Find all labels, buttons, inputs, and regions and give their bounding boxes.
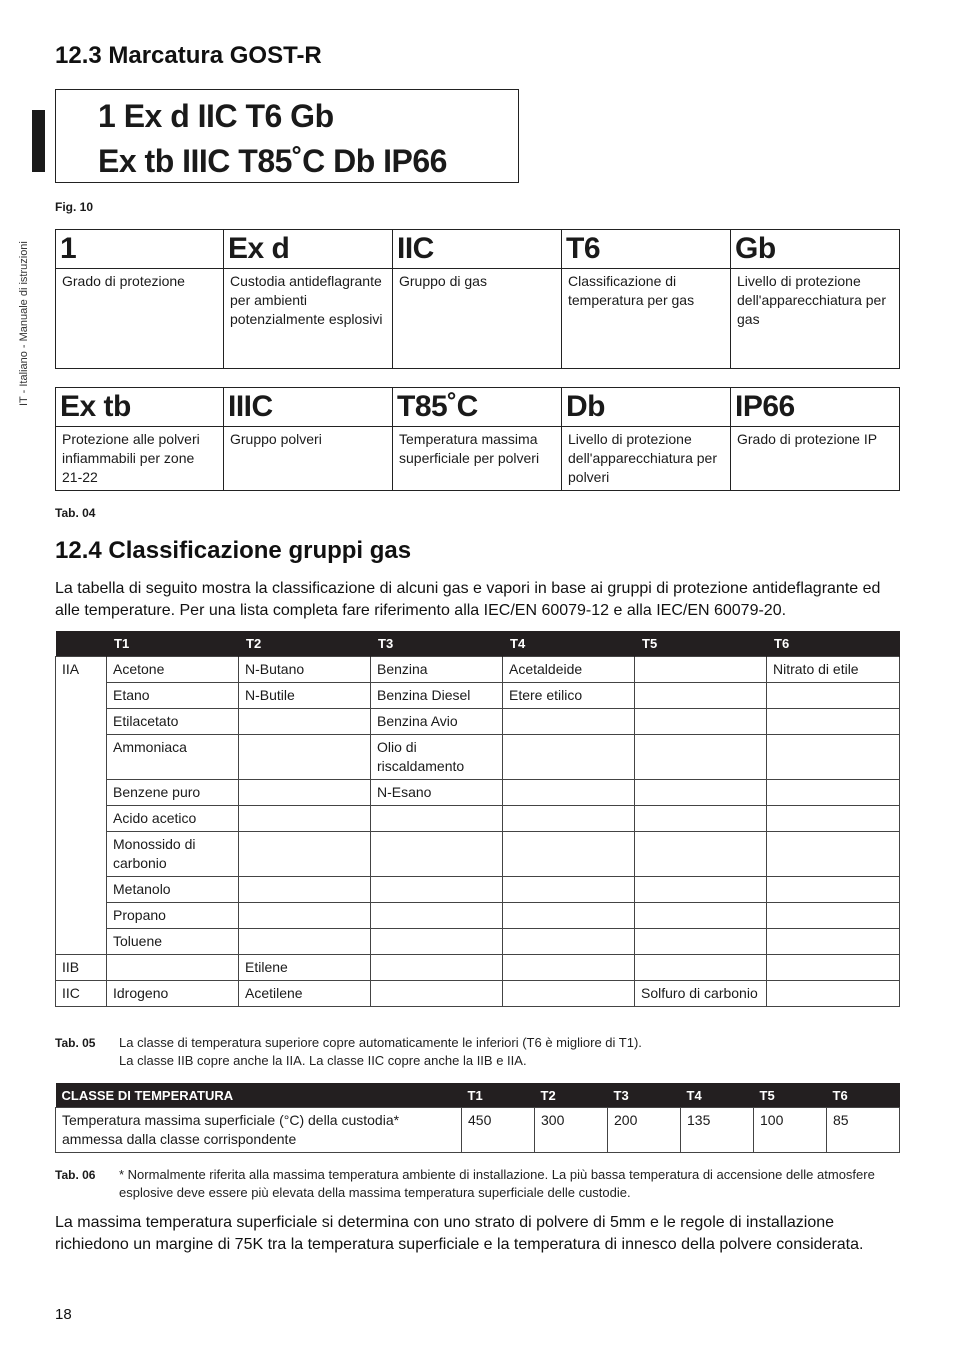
gas-table-cell	[239, 903, 371, 929]
temp-table-cell: 85	[827, 1108, 900, 1153]
gas-table-cell	[371, 877, 503, 903]
gas-table-cell	[767, 709, 900, 735]
gas-table-cell: Ammoniaca	[107, 735, 239, 780]
marking-desc: Classificazione di temperatura per gas	[562, 269, 731, 369]
gas-table-cell	[767, 806, 900, 832]
gas-table-cell: N-Esano	[371, 780, 503, 806]
temp-table-header: T1	[462, 1083, 535, 1108]
gas-table-cell: Etilacetato	[107, 709, 239, 735]
gas-table-cell: Nitrato di etile	[767, 657, 900, 683]
marking-code: T6	[562, 230, 731, 269]
marking-code-row	[56, 388, 900, 427]
gas-table-cell	[635, 929, 767, 955]
temperature-class-table	[55, 1083, 900, 1153]
tab05-label: Tab. 05	[55, 1036, 96, 1050]
gas-table-cell	[239, 877, 371, 903]
gas-table-cell	[635, 955, 767, 981]
gas-group-cell: IIB	[56, 955, 107, 981]
gas-table-cell	[503, 709, 635, 735]
temp-table-cell: 450	[462, 1108, 535, 1153]
gas-table-cell	[767, 780, 900, 806]
gas-table-cell: Acetone	[107, 657, 239, 683]
marking-desc-row	[56, 269, 900, 369]
tab05-note-2: La classe IIB copre anche la IIA. La classe IIC copre anche la IIB e IIA.	[119, 1053, 527, 1068]
temp-table-cell: 300	[535, 1108, 608, 1153]
marking-code: Ex d	[224, 230, 393, 269]
gas-table-cell	[635, 806, 767, 832]
gas-table-cell	[503, 929, 635, 955]
gas-table-cell	[767, 955, 900, 981]
gas-table-cell	[371, 903, 503, 929]
gas-table-cell: Benzina Avio	[371, 709, 503, 735]
gas-table-cell: Idrogeno	[107, 981, 239, 1007]
gas-table-row	[56, 806, 900, 832]
gas-table-cell	[503, 735, 635, 780]
gas-table-cell	[767, 683, 900, 709]
gas-table-cell	[635, 683, 767, 709]
marking-code: Ex tb	[56, 388, 224, 427]
gas-table-cell	[239, 832, 371, 877]
gas-table-cell: Metanolo	[107, 877, 239, 903]
temp-table-header: T6	[827, 1083, 900, 1108]
gas-table-header: T3	[371, 631, 503, 657]
gas-table-row	[56, 832, 900, 877]
gas-table-row	[56, 683, 900, 709]
temp-table-cell: 200	[608, 1108, 681, 1153]
gas-table-cell	[239, 780, 371, 806]
gas-table-cell: Propano	[107, 903, 239, 929]
marking-desc: Grado di protezione	[56, 269, 224, 369]
tab04-label: Tab. 04	[55, 506, 96, 520]
marking-line-2: Ex tb IIIC T85˚C Db IP66	[98, 143, 447, 179]
marking-table-gas	[55, 229, 900, 369]
tab06-note: * Normalmente riferita alla massima temperatura ambiente di installazione. La più bassa temperatura di accensione delle atmosfere esplosive deve essere più elevata della massima temperatura superficiale delle custodie.	[119, 1167, 875, 1200]
gas-table-header	[56, 631, 107, 657]
gas-table-cell: Etere etilico	[503, 683, 635, 709]
temp-table-header: T4	[681, 1083, 754, 1108]
temp-table-row	[56, 1108, 900, 1153]
gas-table-cell	[635, 903, 767, 929]
temp-table-header: T2	[535, 1083, 608, 1108]
gas-table-header: T4	[503, 631, 635, 657]
gas-group-cell: IIC	[56, 981, 107, 1007]
gas-table-row	[56, 955, 900, 981]
marking-box	[55, 89, 519, 183]
gas-table-row	[56, 981, 900, 1007]
page-number: 18	[55, 1306, 72, 1323]
gas-table-cell: Olio di riscaldamento	[371, 735, 503, 780]
closing-paragraph: La massima temperatura superficiale si determina con uno strato di polvere di 5mm e le regole di installazione richiedono un margine di 75K tra la temperatura superficiale e la temperatura di innesco della polvere considerata.	[55, 1214, 864, 1253]
gas-table-cell	[503, 981, 635, 1007]
side-tab-marker	[32, 110, 45, 172]
gas-table-cell	[239, 735, 371, 780]
gas-table-row	[56, 877, 900, 903]
gas-table-cell	[503, 877, 635, 903]
temp-table-header: CLASSE DI TEMPERATURA	[56, 1083, 462, 1108]
gas-table-header-row	[56, 631, 900, 657]
gas-table-cell	[767, 832, 900, 877]
gas-table-cell: Etano	[107, 683, 239, 709]
gas-table-cell: Monossido di carbonio	[107, 832, 239, 877]
gas-table-cell: N-Butano	[239, 657, 371, 683]
gas-table-cell	[767, 877, 900, 903]
marking-desc: Gruppo polveri	[224, 427, 393, 491]
gas-table-cell	[503, 903, 635, 929]
section-12-4-title: 12.4 Classificazione gruppi gas	[55, 537, 412, 564]
temp-table-cell: Temperatura massima superficiale (°C) della custodia* ammessa dalla classe corrispondente	[56, 1108, 462, 1153]
gas-table-header: T2	[239, 631, 371, 657]
gas-table-header: T1	[107, 631, 239, 657]
gas-table-cell: Toluene	[107, 929, 239, 955]
marking-table-dust	[55, 387, 900, 491]
marking-code: IIC	[393, 230, 562, 269]
gas-group-cell: IIA	[56, 657, 107, 955]
gas-table-cell	[239, 929, 371, 955]
marking-desc: Custodia antideflagrante per ambienti potenzialmente esplosivi	[224, 269, 393, 369]
gas-table-row	[56, 735, 900, 780]
gas-table-cell	[371, 955, 503, 981]
temp-table-header: T3	[608, 1083, 681, 1108]
marking-desc: Temperatura massima superficiale per polveri	[393, 427, 562, 491]
marking-desc: Livello di protezione dell'apparecchiatura per gas	[731, 269, 900, 369]
temp-table-cell: 135	[681, 1108, 754, 1153]
gas-table-cell	[239, 806, 371, 832]
gas-table-cell	[503, 806, 635, 832]
gas-table-cell	[503, 955, 635, 981]
gas-table-cell	[371, 832, 503, 877]
gas-table-cell: Acetaldeide	[503, 657, 635, 683]
marking-desc: Protezione alle polveri infiammabili per zone 21-22	[56, 427, 224, 491]
gas-table-cell: Acido acetico	[107, 806, 239, 832]
tab06-label: Tab. 06	[55, 1168, 96, 1182]
gas-table-cell	[107, 955, 239, 981]
tab05-note-1: La classe di temperatura superiore copre automaticamente le inferiori (T6 è migliore di T1).	[119, 1035, 642, 1050]
gas-table-cell	[767, 735, 900, 780]
gas-table-cell	[767, 929, 900, 955]
gas-table-row	[56, 657, 900, 683]
marking-code: Db	[562, 388, 731, 427]
gas-table-row	[56, 780, 900, 806]
marking-desc: Grado di protezione IP	[731, 427, 900, 491]
marking-desc: Gruppo di gas	[393, 269, 562, 369]
gas-table-cell: Etilene	[239, 955, 371, 981]
section-12-4-intro: La tabella di seguito mostra la classificazione di alcuni gas e vapori in base ai gruppi di protezione antideflagrante ed alle temperature. Per una lista completa fare riferimento alla IEC/EN 60079-12 e alla IEC/EN 60079-20.	[55, 580, 881, 619]
marking-code: IP66	[731, 388, 900, 427]
gas-table-row	[56, 709, 900, 735]
gas-table-cell	[635, 709, 767, 735]
gas-table-cell: Benzina Diesel	[371, 683, 503, 709]
side-label: IT - Italiano - Manuale di istruzioni	[18, 241, 30, 406]
gas-table-cell	[371, 929, 503, 955]
gas-table-cell	[767, 903, 900, 929]
marking-code-row	[56, 230, 900, 269]
gas-table-cell	[503, 780, 635, 806]
section-12-3-title: 12.3 Marcatura GOST-R	[55, 42, 322, 69]
gas-table-cell	[503, 832, 635, 877]
marking-line-1: 1 Ex d IIC T6 Gb	[98, 98, 334, 134]
marking-code: 1	[56, 230, 224, 269]
temp-table-cell: 100	[754, 1108, 827, 1153]
marking-desc: Livello di protezione dell'apparecchiatura per polveri	[562, 427, 731, 491]
gas-table-cell	[371, 981, 503, 1007]
gas-table-cell: Acetilene	[239, 981, 371, 1007]
gas-table-cell	[635, 735, 767, 780]
gas-classification-table	[55, 631, 900, 1007]
gas-table-cell	[635, 877, 767, 903]
temp-table-header: T5	[754, 1083, 827, 1108]
gas-table-cell	[239, 709, 371, 735]
gas-table-row	[56, 929, 900, 955]
gas-table-cell: Benzene puro	[107, 780, 239, 806]
temp-table-header-row	[56, 1083, 900, 1108]
gas-table-cell: N-Butile	[239, 683, 371, 709]
gas-table-cell	[371, 806, 503, 832]
fig-label: Fig. 10	[55, 200, 94, 214]
marking-code: T85˚C	[393, 388, 562, 427]
gas-table-cell: Solfuro di carbonio	[635, 981, 767, 1007]
gas-table-cell	[635, 832, 767, 877]
marking-desc-row	[56, 427, 900, 491]
gas-table-row	[56, 903, 900, 929]
gas-table-cell	[635, 780, 767, 806]
gas-table-cell	[635, 657, 767, 683]
gas-table-header: T5	[635, 631, 767, 657]
gas-table-header: T6	[767, 631, 900, 657]
gas-table-body	[56, 657, 900, 1007]
gas-table-cell: Benzina	[371, 657, 503, 683]
marking-code: Gb	[731, 230, 900, 269]
marking-code: IIIC	[224, 388, 393, 427]
gas-table-cell	[767, 981, 900, 1007]
